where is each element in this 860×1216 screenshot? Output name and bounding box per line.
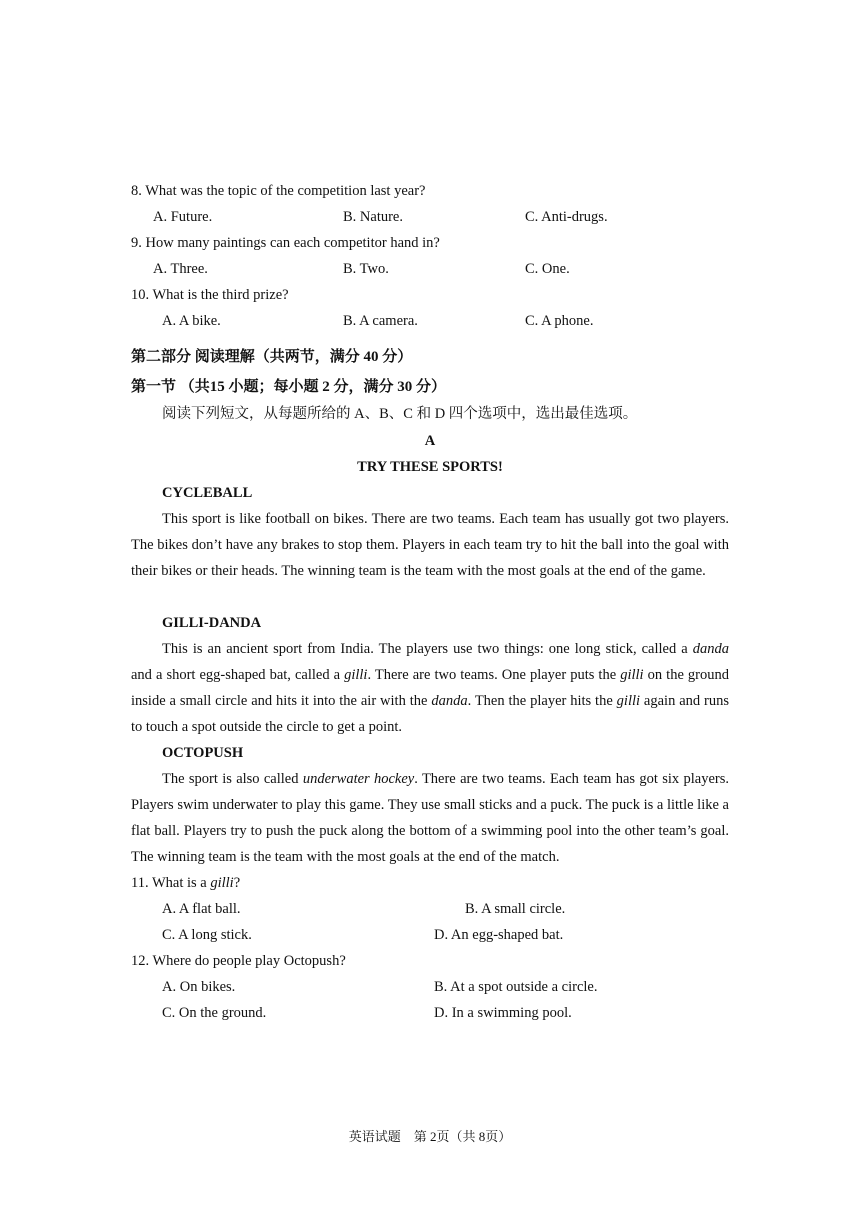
question-10-option-c: C. A phone. [525,313,594,329]
octopush-heading: OCTOPUSH [162,745,244,761]
question-12-option-d: D. In a swimming pool. [434,1005,572,1021]
question-8-option-b: B. Nature. [343,209,403,225]
passage-letter: A [424,433,436,449]
question-8-option-c: C. Anti-drugs. [525,209,608,225]
question-11-stem: 11. What is a gilli? [131,875,241,891]
question-12-option-b: B. At a spot outside a circle. [434,979,598,995]
question-9-stem: 9. How many paintings can each competitor hand in? [131,235,440,251]
question-10-stem: 10. What is the third prize? [131,287,289,303]
section-2-instruction: 阅读下列短文，从每题所给的 A、B、C 和 D 四个选项中，选出最佳选项。 [162,406,638,422]
section-2-part-1: 第一节 （共15 小题；每小题 2 分，满分 30 分） [131,379,447,395]
question-9-option-b: B. Two. [343,261,389,277]
gilli-danda-paragraph: This is an ancient sport from India. The players use two things: one long stick, called a danda and a short egg-shaped bat, called a gilli. There are two teams. One player puts the gilli on the ground inside a small circle and hits it into the air with the danda. Then the player hits the gilli again and runs to touch a spot outside the circle to get a point. [131,641,730,735]
question-8-stem: 8. What was the topic of the competition last year? [131,183,426,199]
question-8-option-a: A. Future. [153,209,213,225]
gilli-danda-heading: GILLI-DANDA [162,615,262,631]
question-11-option-c: C. A long stick. [162,927,252,943]
cycleball-paragraph: This sport is like football on bikes. There are two teams. Each team has usually got two players. The bikes don’t have any brakes to stop them. Players in each team try to hit the ball into the goal with their bikes or their heads. The winning team is the team with the most goals at the end of the game. [131,511,729,579]
question-11-option-b: B. A small circle. [465,901,566,917]
cycleball-heading: CYCLEBALL [162,485,253,501]
question-9-option-a: A. Three. [153,261,208,277]
passage-title: TRY THESE SPORTS! [357,459,503,475]
page-footer: 英语试题 第 2页（共 8页） [348,1129,512,1144]
question-12-stem: 12. Where do people play Octopush? [131,953,346,969]
question-10-option-a: A. A bike. [162,313,221,329]
question-12-option-a: A. On bikes. [162,979,236,995]
question-9-option-c: C. One. [525,261,570,277]
question-12-option-c: C. On the ground. [162,1005,267,1021]
octopush-paragraph: The sport is also called underwater hockey. There are two teams. Each team has got six players. Players swim underwater to play this game. They use small sticks and a puck. The puck is a little like a flat ball. Players try to push the puck along the bottom of a swimming pool into the other team’s goal. The winning team is the team with the most goals at the end of the match. [131,771,730,865]
question-11-option-d: D. An egg-shaped bat. [434,927,564,943]
question-11-option-a: A. A flat ball. [162,901,241,917]
section-2-title: 第二部分 阅读理解（共两节，满分 40 分） [131,349,413,365]
question-10-option-b: B. A camera. [343,313,418,329]
